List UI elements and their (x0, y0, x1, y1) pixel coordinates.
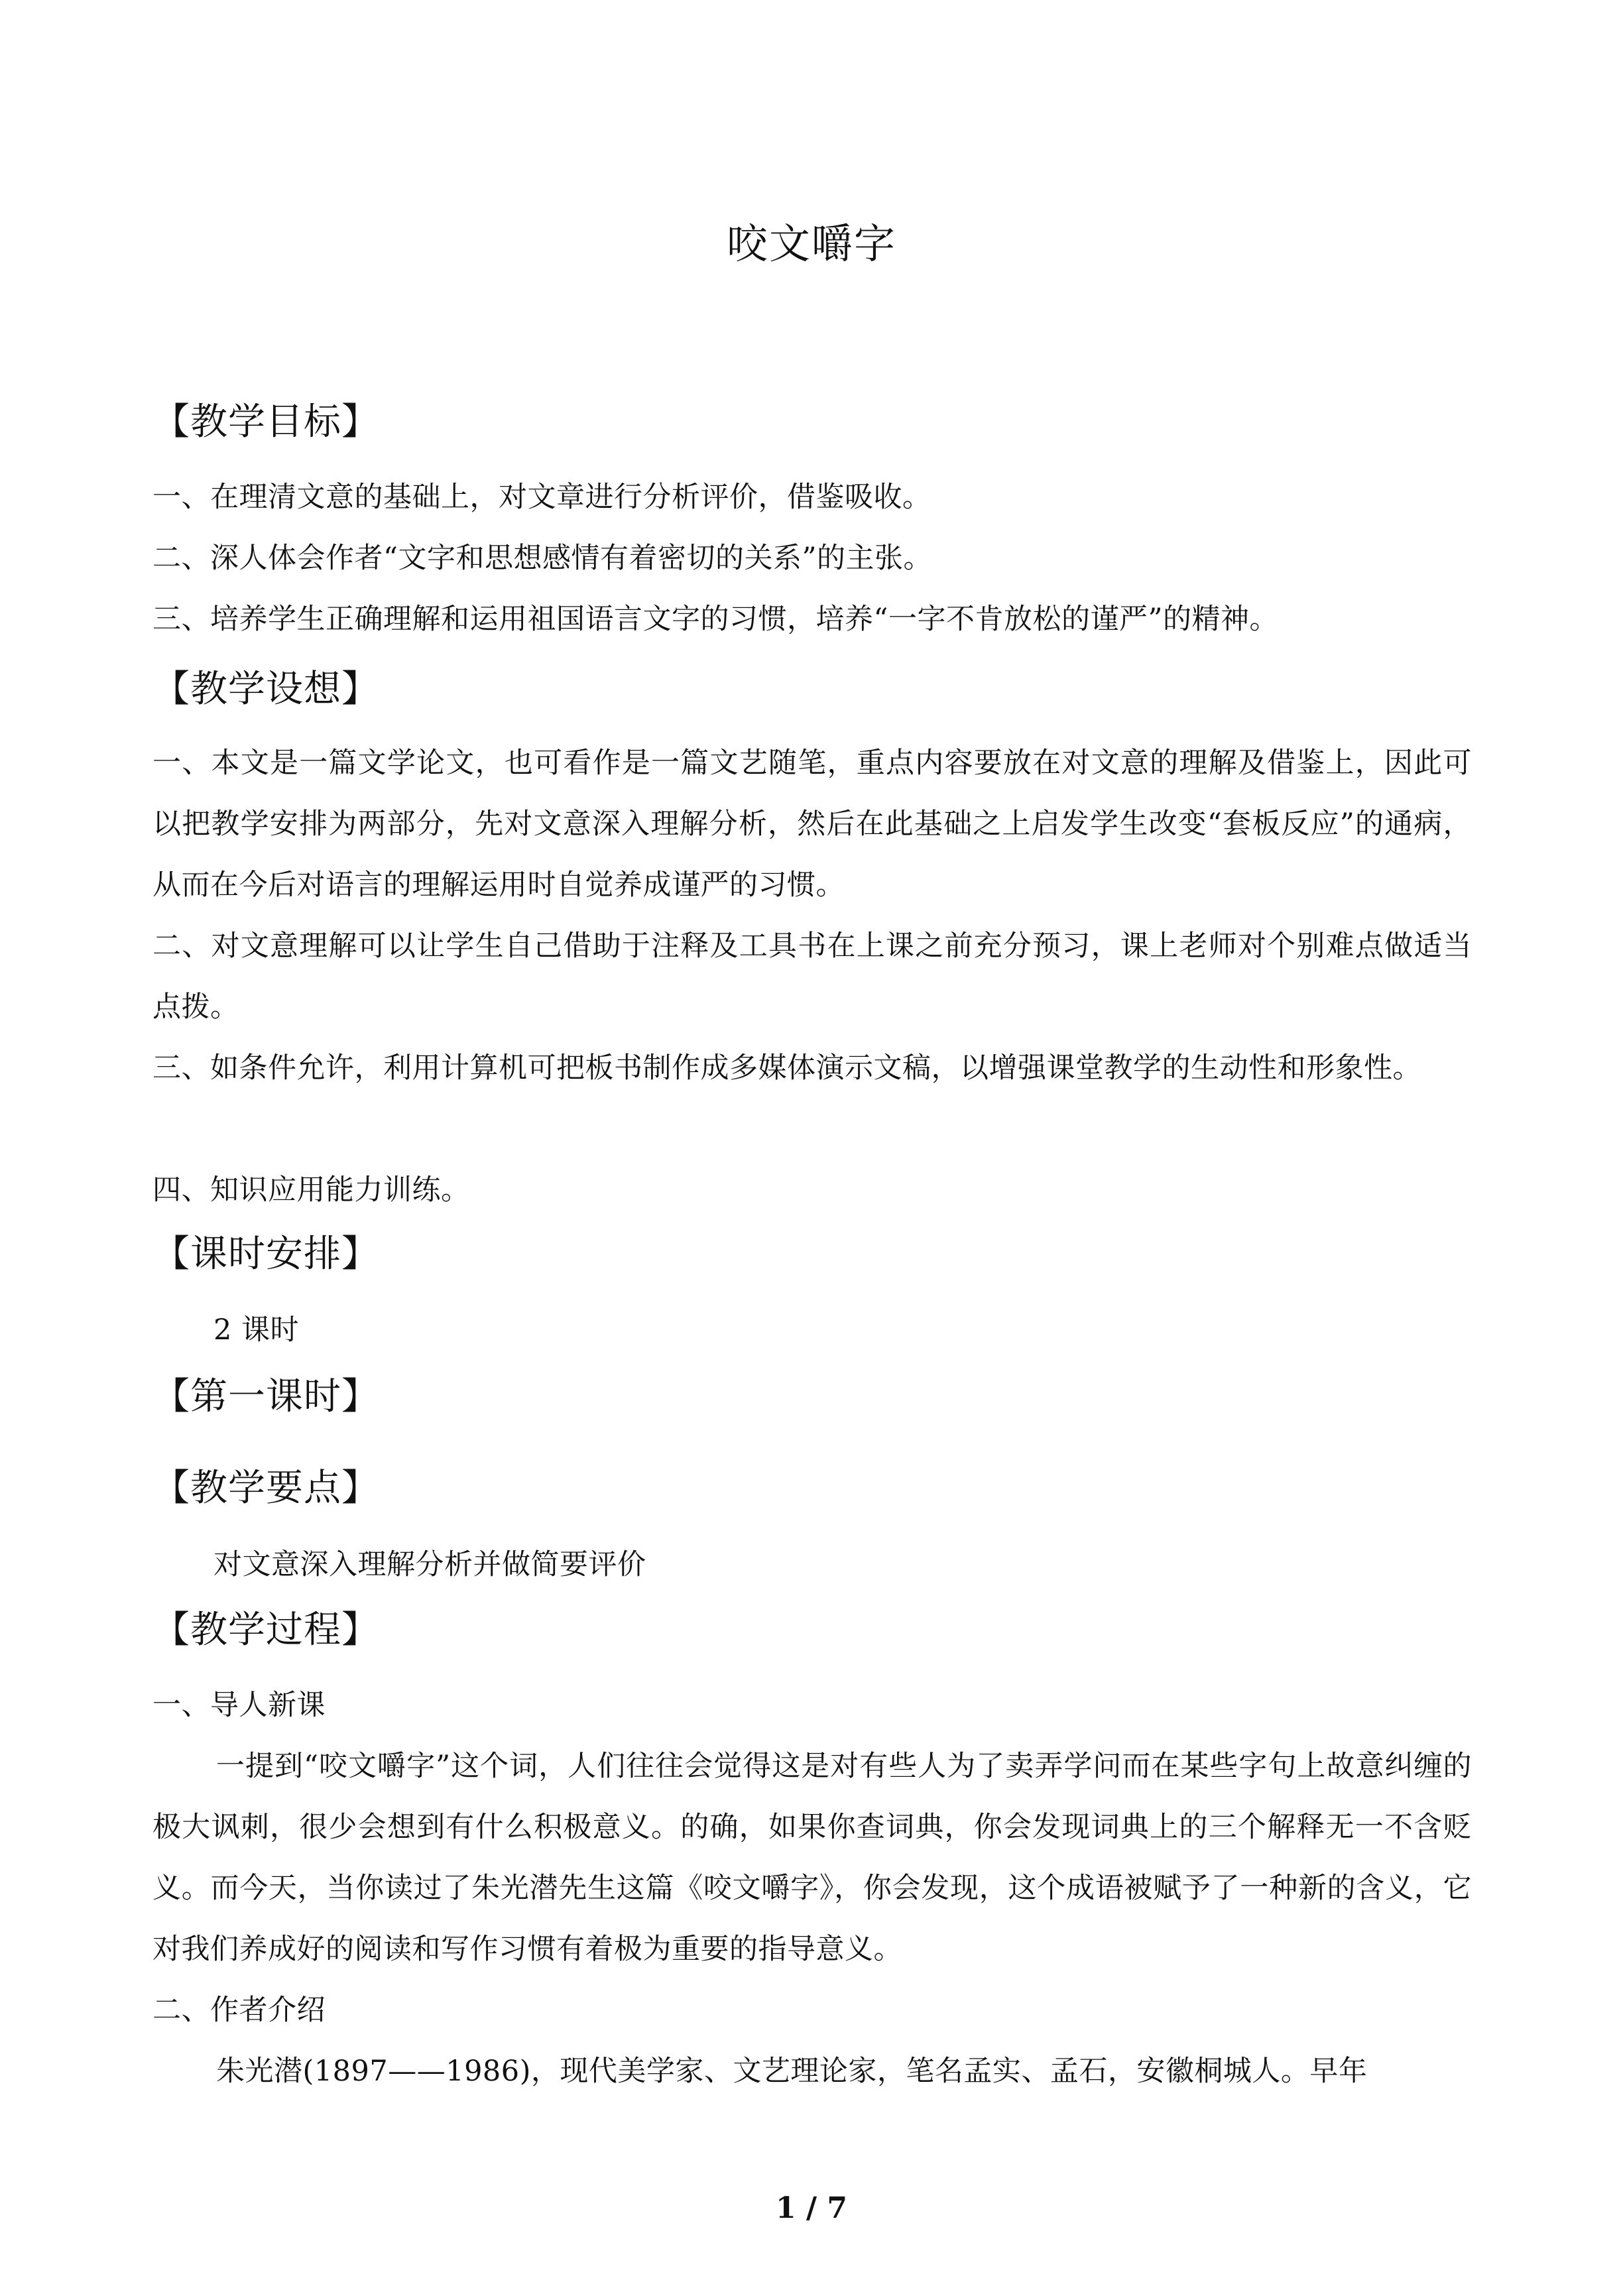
design-item-1: 一、本文是一篇文学论文，也可看作是一篇文艺随笔，重点内容要放在对文意的理解及借鉴上，因此可以把教学安排为两部分，先对文意深入理解分析，然后在此基础之上启发学生改变“套板反应”的通病，从而在今后对语言的理解运用时自觉养成谨严的习惯。 (152, 747, 1472, 902)
section-heading-schedule: 【课时安排】 (152, 1233, 379, 1276)
page-number: 1 / 7 (776, 2191, 847, 2225)
section-heading-key-points: 【教学要点】 (152, 1467, 379, 1510)
section-heading-objectives: 【教学目标】 (152, 400, 379, 444)
process-part2-title: 二、作者介绍 (152, 1994, 326, 2027)
process-part1-text: 一提到“咬文嚼字”这个词，人们往往会觉得这是对有些人为了卖弄学问而在某些字句上故意纠缠的极大讽刺，很少会想到有什么积极意义。的确，如果你查词典，你会发现词典上的三个解释无一不含贬义。而今天，当你读过了朱光潜先生这篇《咬文嚼字》，你会发现，这个成语被赋予了一种新的含义，它对我们养成好的阅读和写作习惯有着极为重要的指导意义。 (152, 1750, 1472, 1966)
objective-item-3: 三、培养学生正确理解和运用祖国语言文字的习惯，培养“一字不肯放松的谨严”的精神。 (152, 603, 1278, 636)
objective-item-1: 一、在理清文意的基础上，对文章进行分析评价，借鉴吸收。 (152, 481, 932, 514)
objective-item-2: 二、深人体会作者“文字和思想感情有着密切的关系”的主张。 (152, 542, 932, 575)
schedule-text: 2 课时 (213, 1313, 300, 1347)
design-item-2: 二、对文意理解可以让学生自己借助于注释及工具书在上课之前充分预习，课上老师对个别难点做适当点拨。 (152, 930, 1472, 1024)
section-heading-first-lesson: 【第一课时】 (152, 1375, 379, 1418)
section-heading-process: 【教学过程】 (152, 1608, 379, 1652)
document-title: 咬文嚼字 (726, 219, 896, 268)
design-item-4: 四、知识应用能力训练。 (152, 1174, 470, 1207)
key-points-text: 对文意深入理解分析并做简要评价 (213, 1548, 646, 1581)
process-part1-title: 一、导人新课 (152, 1689, 326, 1722)
design-item-3: 三、如条件允许，利用计算机可把板书制作成多媒体演示文稿，以增强课堂教学的生动性和形象性。 (152, 1052, 1421, 1085)
process-part2-text: 朱光潜(1897——1986)，现代美学家、文艺理论家，笔名孟实、孟石，安徽桐城人。早年 (216, 2055, 1368, 2088)
section-heading-design: 【教学设想】 (152, 668, 379, 711)
